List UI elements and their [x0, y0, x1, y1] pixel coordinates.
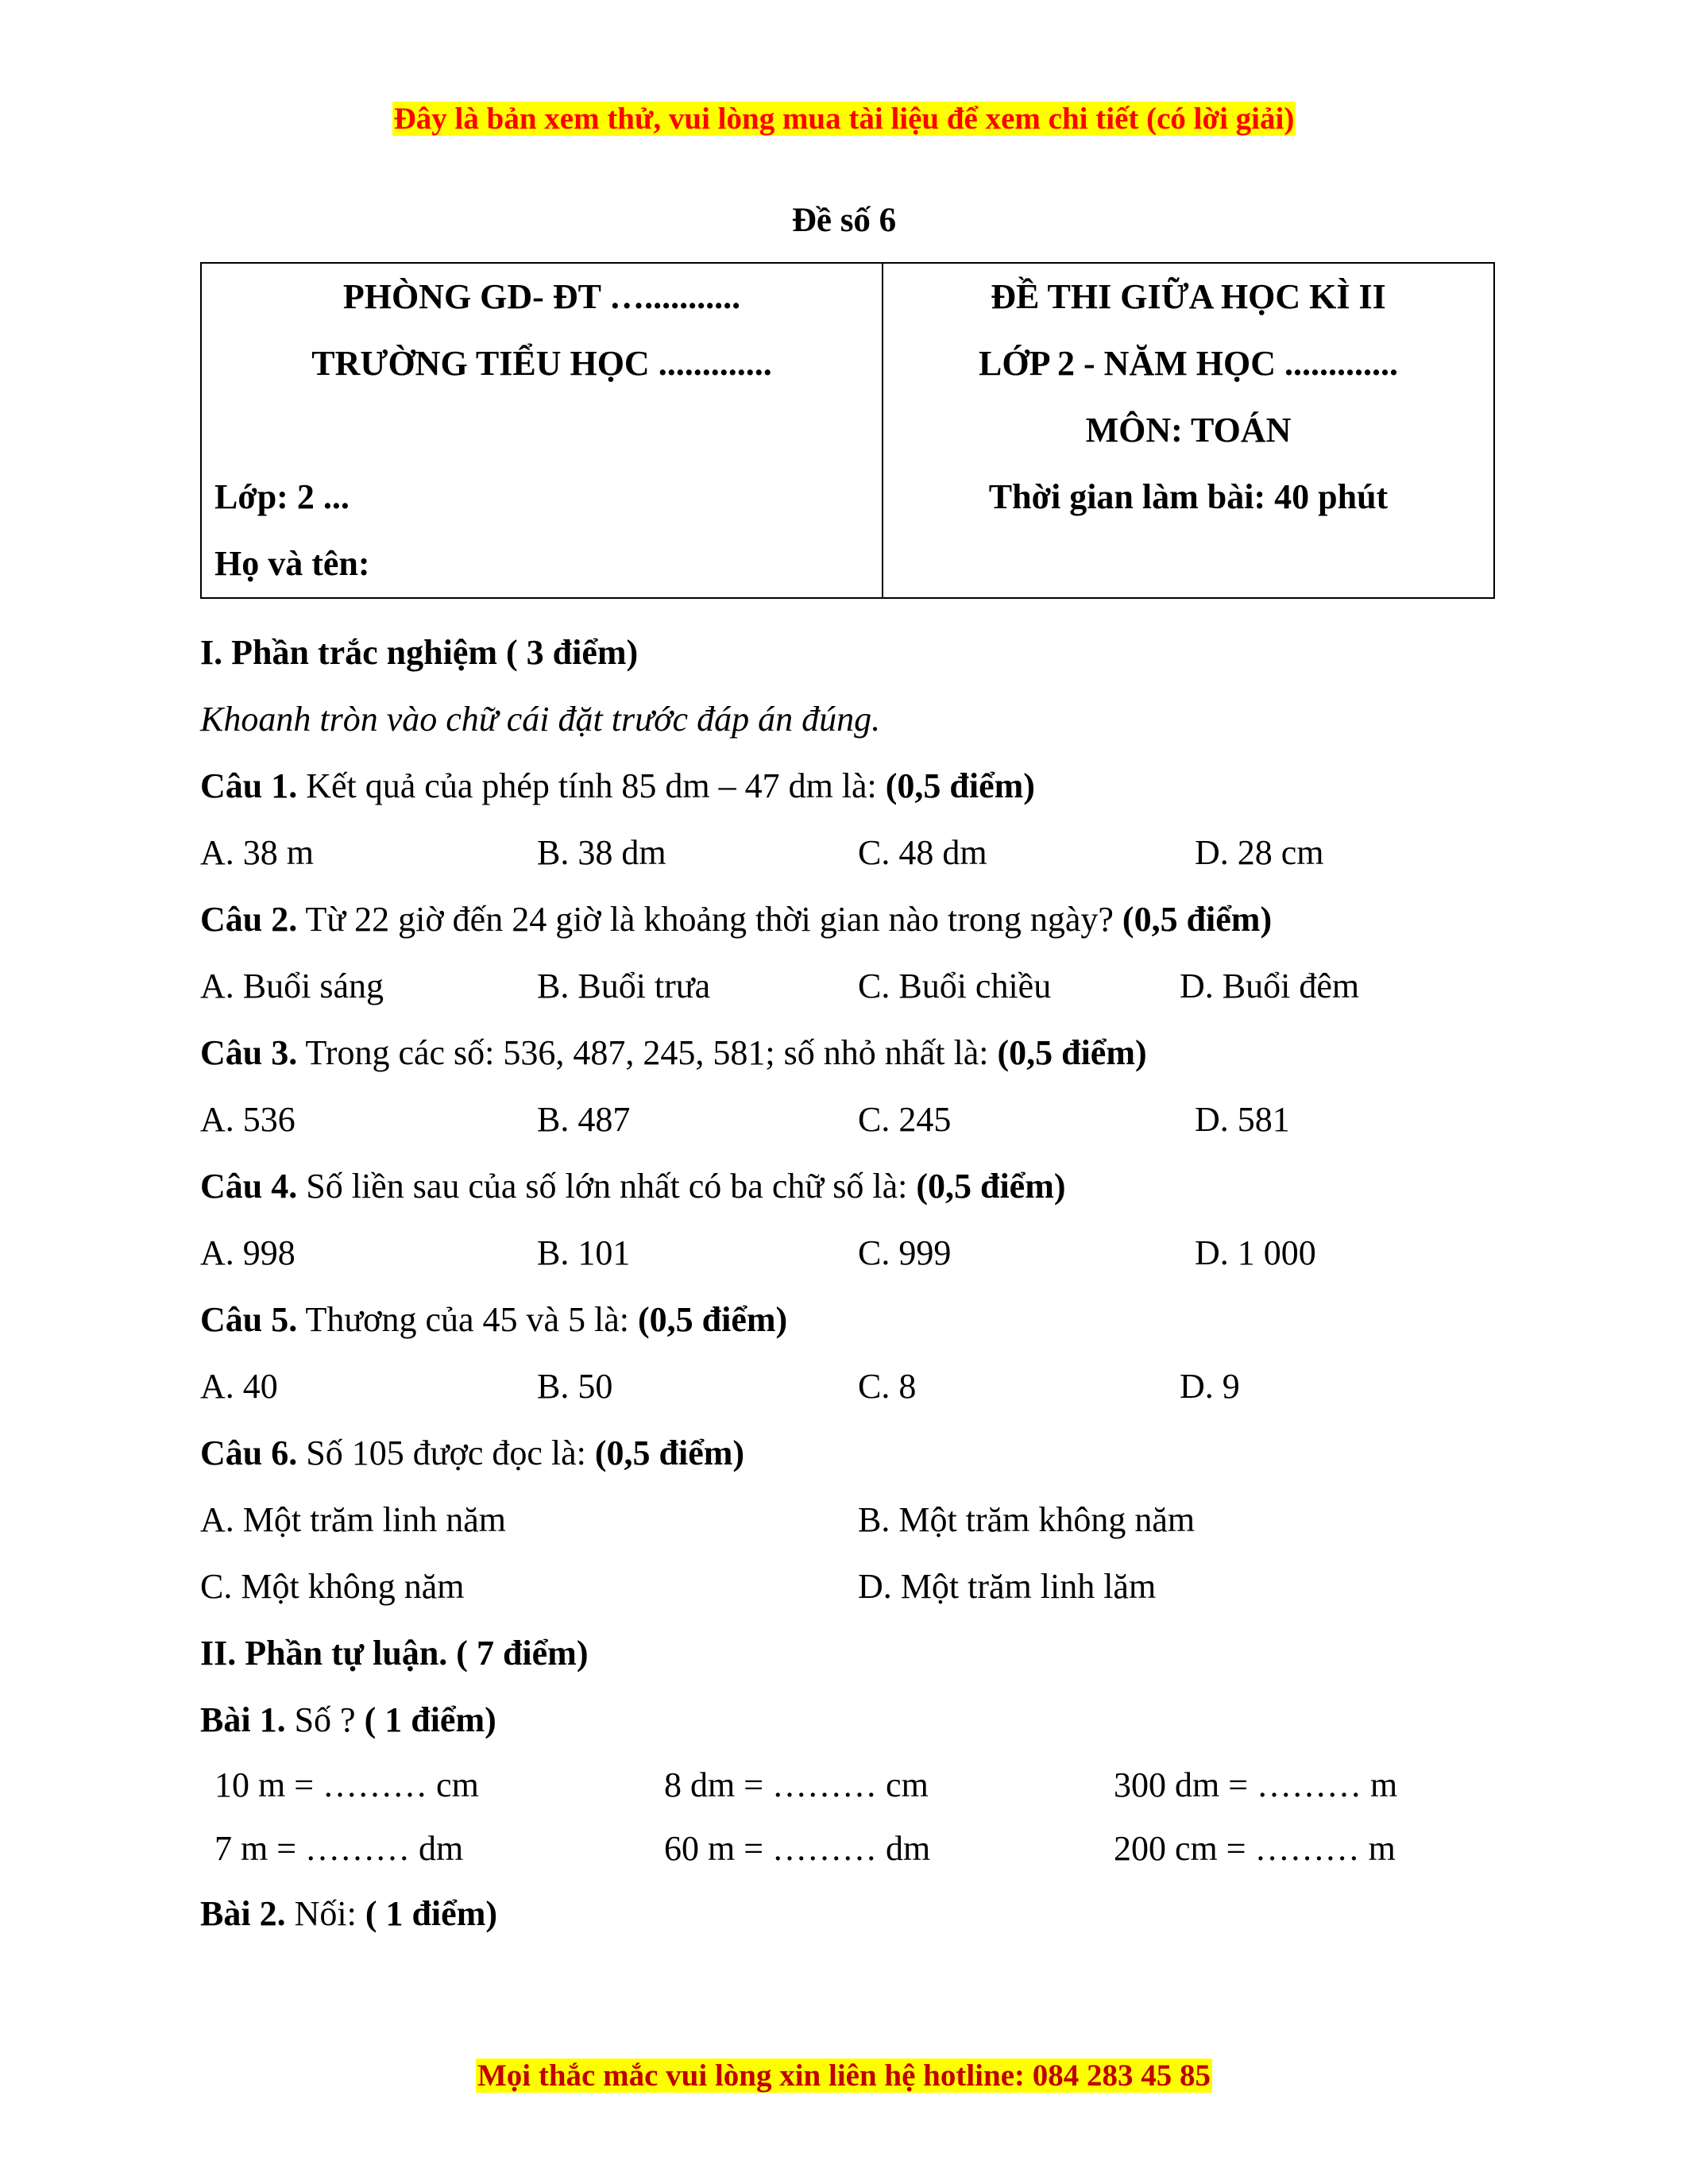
question-1: Câu 1. Kết quả của phép tính 85 dm – 47 dm là: (0,5 điểm) [200, 766, 1035, 805]
option-c[interactable]: C. 48 dm [858, 833, 987, 872]
conversion-item[interactable]: 7 m = ……… dm [214, 1829, 464, 1868]
option-a[interactable]: A. 40 [200, 1367, 278, 1406]
school-line: TRƯỜNG TIỂU HỌC ............. [311, 344, 772, 383]
header-left-cell [201, 263, 883, 598]
preview-notice-banner [0, 100, 1688, 138]
question-4-options [200, 1220, 1503, 1287]
option-d[interactable]: D. Buổi đêm [1180, 967, 1360, 1005]
question-3-options [200, 1086, 1503, 1153]
option-c[interactable]: C. 999 [858, 1233, 952, 1272]
question-6-options-row2 [200, 1553, 1503, 1620]
question-5-options [200, 1353, 1503, 1420]
option-d[interactable]: D. 28 cm [1195, 833, 1324, 872]
exercise-2: Bài 2. Nối: ( 1 điểm) [200, 1894, 497, 1933]
conversion-row-1 [200, 1754, 1503, 1817]
question-6-options-row1 [200, 1487, 1503, 1553]
conversion-item[interactable]: 8 dm = ……… cm [664, 1765, 929, 1804]
part1-heading: I. Phần trắc nghiệm ( 3 điểm) [200, 633, 639, 672]
option-b[interactable]: B. 487 [537, 1100, 631, 1139]
option-b[interactable]: B. Một trăm không năm [858, 1500, 1196, 1539]
option-c[interactable]: C. 245 [858, 1100, 952, 1139]
class-line: Lớp: 2 ... [214, 477, 350, 516]
question-1-options [200, 820, 1503, 886]
grade-year-line: LỚP 2 - NĂM HỌC ............. [979, 344, 1398, 383]
option-d[interactable]: D. 9 [1180, 1367, 1240, 1406]
exam-title-line: ĐỀ THI GIỮA HỌC KÌ II [991, 277, 1386, 316]
option-d[interactable]: D. 581 [1195, 1100, 1290, 1139]
subject-line: MÔN: TOÁN [1085, 411, 1292, 450]
option-a[interactable]: A. 536 [200, 1100, 295, 1139]
conversion-item[interactable]: 60 m = ……… dm [664, 1829, 931, 1868]
time-limit-line: Thời gian làm bài: 40 phút [988, 477, 1389, 516]
header-right-cell [883, 263, 1494, 598]
preview-notice-text: Đây là bản xem thử, vui lòng mua tài liệu để xem chi tiết (có lời giải) [393, 102, 1295, 136]
option-b[interactable]: B. 50 [537, 1367, 613, 1406]
department-line: PHÒNG GD- ĐT …........... [342, 277, 741, 316]
option-a[interactable]: A. 998 [200, 1233, 295, 1272]
exam-number-title: Đề số 6 [791, 202, 897, 239]
option-b[interactable]: B. 38 dm [537, 833, 666, 872]
question-2: Câu 2. Từ 22 giờ đến 24 giờ là khoảng thời gian nào trong ngày? (0,5 điểm) [200, 900, 1273, 939]
option-a[interactable]: A. Một trăm linh năm [200, 1500, 506, 1539]
conversion-item[interactable]: 200 cm = ……… m [1114, 1829, 1396, 1868]
hotline-text: Mọi thắc mắc vui lòng xin liên hệ hotline: 084 283 45 85 [477, 2059, 1211, 2093]
question-4: Câu 4. Số liền sau của số lớn nhất có ba chữ số là: (0,5 điểm) [200, 1167, 1066, 1206]
option-c[interactable]: C. Buổi chiều [858, 967, 1052, 1005]
conversion-item[interactable]: 10 m = ……… cm [214, 1765, 479, 1804]
option-b[interactable]: B. 101 [537, 1233, 631, 1272]
option-b[interactable]: B. Buổi trưa [537, 967, 711, 1005]
student-name-line: Họ và tên: [214, 544, 370, 583]
option-d[interactable]: D. Một trăm linh lăm [858, 1567, 1157, 1606]
question-6: Câu 6. Số 105 được đọc là: (0,5 điểm) [200, 1433, 745, 1472]
exercise-1: Bài 1. Số ? ( 1 điểm) [200, 1700, 496, 1739]
option-a[interactable]: A. 38 m [200, 833, 314, 872]
hotline-banner [0, 2057, 1688, 2095]
option-a[interactable]: A. Buổi sáng [200, 967, 384, 1005]
option-d[interactable]: D. 1 000 [1195, 1233, 1316, 1272]
exam-header-table [200, 262, 1495, 599]
part2-heading: II. Phần tự luận. ( 7 điểm) [200, 1634, 589, 1673]
conversion-row-2 [200, 1817, 1503, 1881]
part1-instruction: Khoanh tròn vào chữ cái đặt trước đáp án đúng. [200, 700, 881, 739]
conversion-item[interactable]: 300 dm = ……… m [1114, 1765, 1398, 1804]
option-c[interactable]: C. 8 [858, 1367, 917, 1406]
question-5: Câu 5. Thương của 45 và 5 là: (0,5 điểm) [200, 1300, 788, 1339]
exam-content [200, 619, 1503, 1947]
question-3: Câu 3. Trong các số: 536, 487, 245, 581; số nhỏ nhất là: (0,5 điểm) [200, 1033, 1147, 1072]
option-c[interactable]: C. Một không năm [200, 1567, 465, 1606]
question-2-options [200, 953, 1503, 1020]
